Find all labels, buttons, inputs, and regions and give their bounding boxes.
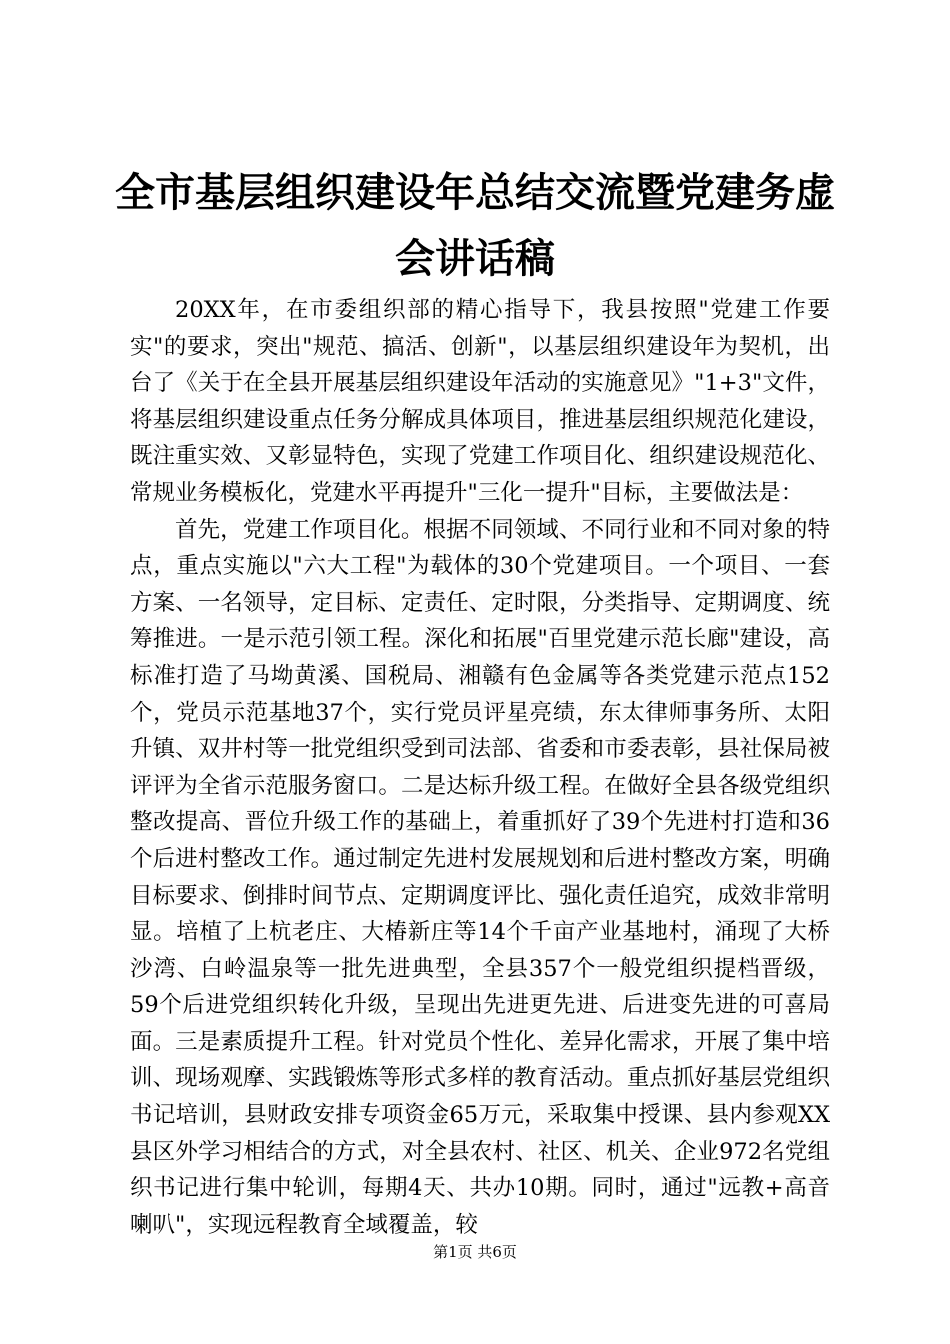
document-body (130, 292, 830, 1243)
document-title: 全市基层组织建设年总结交流暨党建务虚会讲话稿 (115, 169, 835, 282)
paragraph-intro: 20XX年，在市委组织部的精心指导下，我县按照"党建工作要实"的要求，突出"规范、搞活、创新"，以基层组织建设年为契机，出台了《关于在全县开展基层组织建设年活动的实施意见》"1+3"文件，将基层组织建设重点任务分解成具体项目，推进基层组织规范化建设，既注重实效、又彰显特色，实现了党建工作项目化、组织建设规范化、常规业务模板化，党建水平再提升"三化一提升"目标，主要做法是： (130, 297, 830, 506)
page-number-footer: 第1页 共6页 (433, 1243, 517, 1261)
paragraph-first-point: 首先，党建工作项目化。根据不同领域、不同行业和不同对象的特点，重点实施以"六大工程"为载体的30个党建项目。一个项目、一套方案、一名领导，定目标、定责任、定时限，分类指导、定期调度、统筹推进。一是示范引领工程。深化和拓展"百里党建示范长廊"建设，高标准打造了马坳黄溪、国税局、湘赣有色金属等各类党建示范点152个，党员示范基地37个，实行党员评星亮绩，东太律师事务所、太阳升镇、双井村等一批党组织受到司法部、省委和市委表彰，县社保局被评评为全省示范服务窗口。二是达标升级工程。在做好全县各级党组织整改提高、晋位升级工作的基础上，着重抓好了39个先进村打造和36个后进村整改工作。通过制定先进村发展规划和后进村整改方案，明确目标要求、倒排时间节点、定期调度评比、强化责任追究，成效非常明显。培植了上杭老庄、大椿新庄等14个千亩产业基地村，涌现了大桥沙湾、白岭温泉等一批先进典型，全县357个一般党组织提档晋级，59个后进党组织转化升级，呈现出先进更先进、后进变先进的可喜局面。三是素质提升工程。针对党员个性化、差异化需求，开展了集中培训、现场观摩、实践锻炼等形式多样的教育活动。重点抓好基层党组织书记培训，县财政安排专项资金65万元，采取集中授课、县内参观XX县区外学习相结合的方式，对全县农村、社区、机关、企业972名党组织书记进行集中轮训，每期4天、共办10期。同时，通过"远教+高音喇叭"，实现远程教育全域覆盖，较 (130, 516, 830, 1238)
